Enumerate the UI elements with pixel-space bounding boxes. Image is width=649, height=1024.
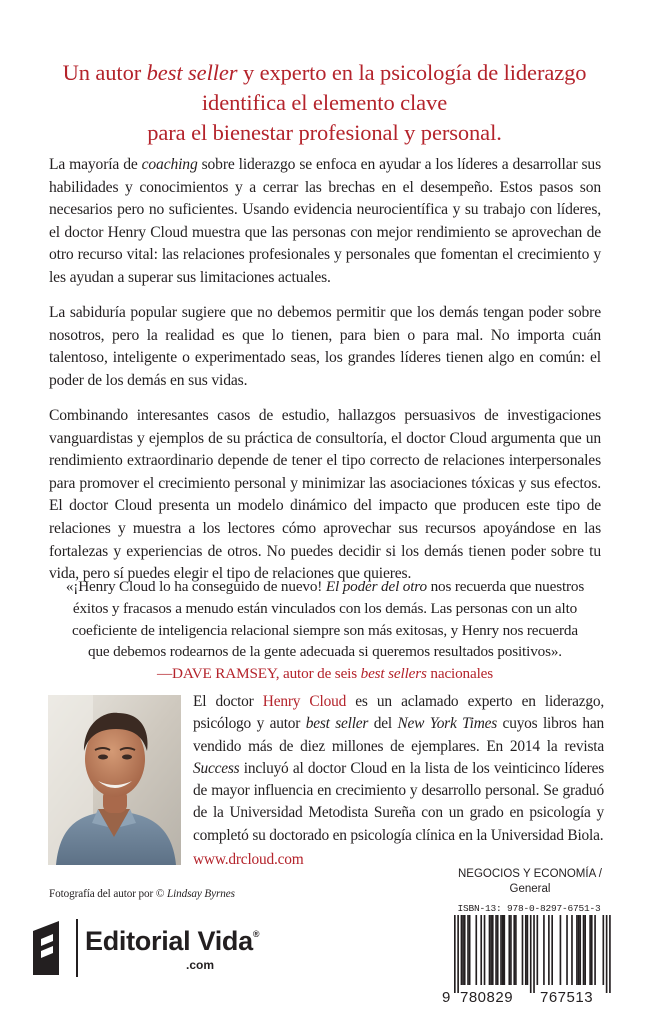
barcode-bar (530, 915, 532, 993)
barcode-bar (457, 915, 459, 993)
barcode-bar (490, 915, 492, 985)
barcode-bar (566, 915, 568, 985)
barcode-bar (603, 915, 605, 985)
book-title: El poder del otro (325, 578, 427, 595)
barcode-bar (515, 915, 517, 985)
quote-text (60, 576, 590, 663)
publisher-name (85, 926, 259, 957)
author-name: Henry Cloud (262, 693, 347, 710)
barcode-bar (543, 915, 545, 985)
barcode-bar (497, 915, 499, 985)
barcode-bar (589, 915, 591, 985)
quote-text-part: nos recuerda que nuestros éxitos y fracasos a menudo están vinculados con los demás. Las personas con un alto coeficiente de inteligencia relacional siempre son más exitosas, y Henry nos recuerda que debemos rodearnos de la gente adecuada si queremos resultados positivos». (72, 578, 585, 661)
barcode-bar (594, 915, 596, 985)
barcode-bar (489, 915, 491, 985)
barcode-bar (464, 915, 466, 985)
paragraph-text: La mayoría de (49, 156, 142, 173)
bio-emphasis: best seller (305, 715, 369, 733)
barcode-bar (480, 915, 482, 985)
headline-line-2: identifica el elemento clave (201, 90, 448, 115)
publisher-dotcom: .com (186, 958, 215, 972)
barcode-first-digit: 9 (442, 989, 451, 1006)
barcode-bar (513, 915, 515, 985)
barcode (440, 901, 617, 1009)
barcode-bar (495, 915, 497, 985)
quote-attribution (60, 663, 590, 685)
publisher-logo (29, 917, 269, 979)
barcode-bar (551, 915, 553, 985)
barcode-bar (504, 915, 506, 985)
barcode-bar (527, 915, 529, 985)
barcode-bar (510, 915, 512, 985)
barcode-bar (454, 915, 456, 993)
category-line-1: NEGOCIOS Y ECONOMÍA / (458, 868, 602, 880)
bio-text-part: El doctor (193, 693, 263, 710)
barcode-bar (500, 915, 502, 985)
barcode-bar (467, 915, 469, 985)
photo-credit (49, 888, 235, 900)
paragraph-emphasis: coaching (141, 156, 198, 173)
logo-divider (76, 919, 78, 977)
barcode-bar (469, 915, 471, 985)
barcode-bar (484, 915, 486, 985)
description-paragraph-2: La sabiduría popular sugiere que no debemos permitir que los demás tengan poder sobre nosotros, pero la realidad es que lo tienen, para bien o para mal. No importa cuán talentoso, inteligente o experimentado seas, los grandes líderes tienen algo en común: el poder de los demás en sus vidas. (49, 304, 601, 389)
bio-text-part: incluyó al doctor Cloud en la lista de los veinticinco líderes de mayor influencia en crecimiento y desarrollo personal. Se graduó de la Universidad Metodista Sureña con un grado en psicología y completó su doctorado en psicología clínica en la Universidad Biola. (193, 759, 604, 844)
barcode-bar (576, 915, 578, 985)
barcode-bar (578, 915, 580, 985)
headline-line-3: para el bienestar profesional y personal. (147, 120, 502, 145)
attribution-emphasis: best sellers (360, 665, 427, 683)
author-website[interactable]: www.drcloud.com (193, 851, 304, 869)
bio-text (193, 691, 604, 847)
description (49, 154, 601, 598)
bio-text-part: del (368, 715, 398, 733)
description-paragraph-1 (49, 154, 601, 290)
photo-credit-text: Fotografía del autor por © (49, 888, 167, 900)
barcode-bar (606, 915, 608, 993)
barcode-bar (583, 915, 585, 985)
barcode-bar (502, 915, 504, 985)
bio-text-part: es un aclamado experto en liderazgo, psicólogo y autor (193, 693, 604, 733)
paragraph-text: sobre liderazgo se enfoca en ayudar a los líderes a desarrollar sus habilidades y conocimientos y a cerrar las brechas en el desempeño. Estos pasos son necesarios pero no suficientes. Usando evidencia neurocientífica y su trabajo con líderes, el doctor Henry Cloud muestra que las personas con mejor rendimiento se aprovechan de otro recurso vital: las relaciones profesionales y personales que fomentan el crecimiento y les ayudan a superar sus limitaciones actuales. (49, 156, 601, 286)
registered-mark: ® (252, 929, 260, 939)
barcode-bar (533, 915, 535, 993)
bio-emphasis: New York Times (397, 715, 498, 733)
barcode-bar (508, 915, 510, 985)
category-line-2: General (509, 882, 551, 895)
barcode-bar (537, 915, 539, 985)
bio-text-part: cuyos libros han vendido más de diez millones de ejemplares. En 2014 la revista (193, 715, 604, 755)
bio-emphasis: Success (193, 759, 240, 777)
description-paragraph-3: Combinando interesantes casos de estudio, hallazgos persuasivos de investigaciones vanguardistas y ejemplos de su práctica de consultoría, el doctor Cloud argumenta que un rendimiento extraordinario depende de tener el tipo correcto de relaciones interpersonales para promover el crecimiento personal y minimizar las asociaciones tóxicas y sus efectos. El doctor Cloud presenta un modelo dinámico del impacto que producen este tipo de relaciones y muestra a los lectores cómo aprovechar sus recursos apoyándose en las fortalezas y experiencias de otros. No puedes decidir si los demás tienen poder sobre tu vida, pero sí puedes elegir el tipo de relaciones que quieres. (49, 406, 601, 583)
category-label (440, 867, 620, 896)
headline-text: Un autor (62, 60, 147, 85)
attribution-text: —DAVE RAMSEY, autor de seis (156, 665, 361, 683)
headline-emphasis: best seller (146, 60, 238, 85)
publisher-name-text: Editorial Vida (85, 926, 253, 956)
publisher-mark-icon (29, 917, 65, 979)
barcode-bar (522, 915, 524, 985)
barcode-bar (571, 915, 573, 985)
headline (20, 58, 629, 148)
barcode-bar (609, 915, 611, 993)
barcode-bar (591, 915, 593, 985)
barcode-bar (492, 915, 494, 985)
barcode-bar (475, 915, 477, 985)
barcode-right-group: 767513 (540, 989, 594, 1006)
quote-text-part: «¡Henry Cloud lo ha conseguido de nuevo! (65, 578, 326, 595)
barcode-bar (525, 915, 527, 985)
barcode-left-group: 780829 (460, 989, 514, 1006)
barcode-bar (579, 915, 581, 985)
barcode-bars (440, 915, 617, 995)
barcode-bar (461, 915, 463, 985)
barcode-bar (462, 915, 464, 985)
endorsement-quote (60, 576, 590, 685)
attribution-text: nacionales (426, 665, 494, 683)
barcode-bar (560, 915, 562, 985)
headline-line-1 (20, 58, 629, 88)
barcode-bar (548, 915, 550, 985)
photographer-name: Lindsay Byrnes (166, 888, 235, 900)
author-bio (193, 691, 604, 871)
headline-text: y experto en la psicología de liderazgo (237, 60, 587, 85)
barcode-bar (584, 915, 586, 985)
isbn-label: ISBN-13: 978-0-8297-6751-3 (457, 903, 601, 914)
author-photo (48, 695, 181, 865)
